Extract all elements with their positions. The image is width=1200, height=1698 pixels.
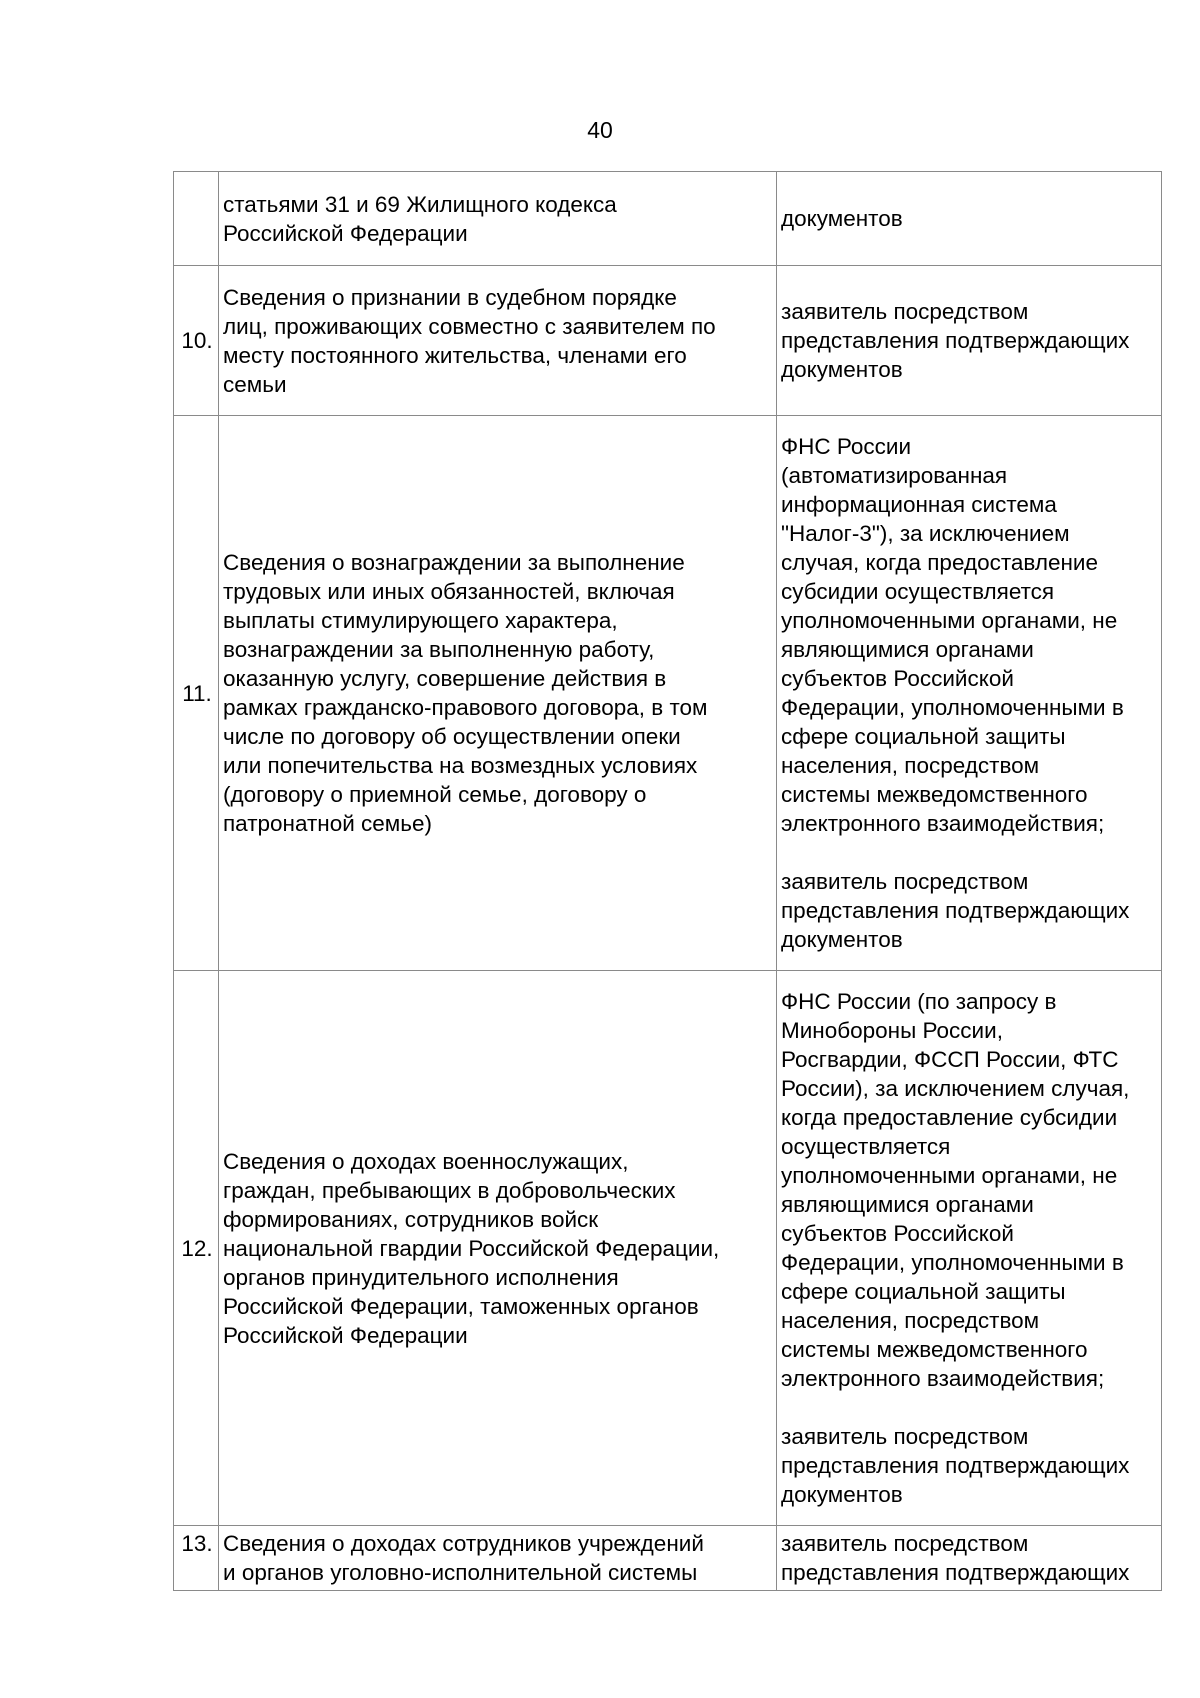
source-line: документов <box>781 206 903 231</box>
row-number-cell: 11. <box>174 416 219 971</box>
description-line: вознаграждении за выполненную работу, <box>223 637 655 662</box>
description-line: или попечительства на возмездных условиях <box>223 753 698 778</box>
description-line: и органов уголовно-исполнительной системы <box>223 1560 698 1585</box>
description-line: (договору о приемной семье, договору о <box>223 782 647 807</box>
source-line: субъектов Российской <box>781 666 1014 691</box>
source-line: осуществляется <box>781 1134 951 1159</box>
source-line: уполномоченными органами, не <box>781 1163 1118 1188</box>
source-line: представления подтверждающих <box>781 898 1130 923</box>
description-line: семьи <box>223 371 287 397</box>
description-cell <box>219 1526 777 1591</box>
source-line: заявитель посредством <box>781 1424 1029 1449</box>
source-line: представления подтверждающих <box>781 328 1130 353</box>
row-number-cell: 13. <box>174 1526 219 1591</box>
source-cell <box>777 971 1162 1526</box>
source-line: субсидии осуществляется <box>781 579 1055 604</box>
source-line: являющимися органами <box>781 1192 1034 1217</box>
source-line: субъектов Российской <box>781 1221 1014 1246</box>
description-line: Российской Федерации <box>223 1322 468 1348</box>
source-cell <box>777 416 1162 971</box>
source-line: документов <box>781 927 903 952</box>
description-line: патронатной семье) <box>223 811 433 836</box>
description-cell <box>219 971 777 1526</box>
description-line: Сведения о вознаграждении за выполнение <box>223 550 685 575</box>
description-line: оказанную услугу, совершение действия в <box>223 666 667 691</box>
description-line: Российской Федерации, таможенных органов <box>223 1293 699 1319</box>
source-line: представления подтверждающих <box>781 1560 1130 1585</box>
description-line: граждан, пребывающих в добровольческих <box>223 1177 676 1203</box>
description-cell <box>219 266 777 416</box>
source-line: России), за исключением случая, <box>781 1076 1130 1101</box>
source-line: сфере социальной защиты <box>781 724 1066 749</box>
description-line: статьями 31 и 69 Жилищного кодекса <box>223 191 617 217</box>
source-line: информационная система <box>781 492 1057 517</box>
source-line: заявитель посредством <box>781 869 1029 894</box>
description-line: органов принудительного исполнения <box>223 1264 619 1290</box>
description-cell <box>219 172 777 266</box>
source-cell <box>777 1526 1162 1591</box>
description-line: трудовых или иных обязанностей, включая <box>223 579 675 604</box>
source-line: (автоматизированная <box>781 463 1008 488</box>
source-line: документов <box>781 1482 903 1507</box>
source-line: Росгвардии, ФССП России, ФТС <box>781 1047 1119 1072</box>
paragraph-gap <box>781 1393 1159 1422</box>
source-line: заявитель посредством <box>781 299 1029 324</box>
source-line: Федерации, уполномоченными в <box>781 1250 1124 1275</box>
source-line: случая, когда предоставление <box>781 550 1099 575</box>
description-line: Сведения о доходах военнослужащих, <box>223 1148 629 1174</box>
description-line: рамках гражданско-правового договора, в том <box>223 695 708 720</box>
table-row <box>174 971 1162 1526</box>
table-row <box>174 266 1162 416</box>
requirements-table <box>173 171 1162 1591</box>
source-line: системы межведомственного <box>781 782 1088 807</box>
description-line: Сведения о признании в судебном порядке <box>223 284 677 310</box>
description-line: месту постоянного жительства, членами его <box>223 342 687 368</box>
description-line: выплаты стимулирующего характера, <box>223 608 618 633</box>
source-line: населения, посредством <box>781 1308 1040 1333</box>
source-line: электронного взаимодействия; <box>781 811 1105 836</box>
source-line: уполномоченными органами, не <box>781 608 1118 633</box>
source-line: Федерации, уполномоченными в <box>781 695 1124 720</box>
source-line: заявитель посредством <box>781 1531 1029 1556</box>
source-line: Минобороны России, <box>781 1018 1003 1043</box>
source-line: являющимися органами <box>781 637 1034 662</box>
description-line: Российской Федерации <box>223 220 468 246</box>
source-cell <box>777 172 1162 266</box>
source-line: ФНС России (по запросу в <box>781 989 1057 1014</box>
source-line: населения, посредством <box>781 753 1040 778</box>
source-line: документов <box>781 357 903 382</box>
description-line: Сведения о доходах сотрудников учреждений <box>223 1531 704 1556</box>
row-number-cell: 12. <box>174 971 219 1526</box>
description-line: национальной гвардии Российской Федерации, <box>223 1235 720 1261</box>
paragraph-gap <box>781 838 1159 867</box>
row-number-cell: 10. <box>174 266 219 416</box>
table-row <box>174 172 1162 266</box>
row-number-cell <box>174 172 219 266</box>
description-line: формированиях, сотрудников войск <box>223 1206 599 1232</box>
table-row <box>174 416 1162 971</box>
description-line: лиц, проживающих совместно с заявителем по <box>223 313 716 339</box>
description-line: числе по договору об осуществлении опеки <box>223 724 681 749</box>
source-line: электронного взаимодействия; <box>781 1366 1105 1391</box>
source-line: "Налог-3"), за исключением <box>781 521 1070 546</box>
description-cell <box>219 416 777 971</box>
source-line: системы межведомственного <box>781 1337 1088 1362</box>
source-line: когда предоставление субсидии <box>781 1105 1118 1130</box>
table-row <box>174 1526 1162 1591</box>
source-line: представления подтверждающих <box>781 1453 1130 1478</box>
source-cell <box>777 266 1162 416</box>
page-number: 40 <box>587 117 613 143</box>
source-line: сфере социальной защиты <box>781 1279 1066 1304</box>
source-line: ФНС России <box>781 434 912 459</box>
